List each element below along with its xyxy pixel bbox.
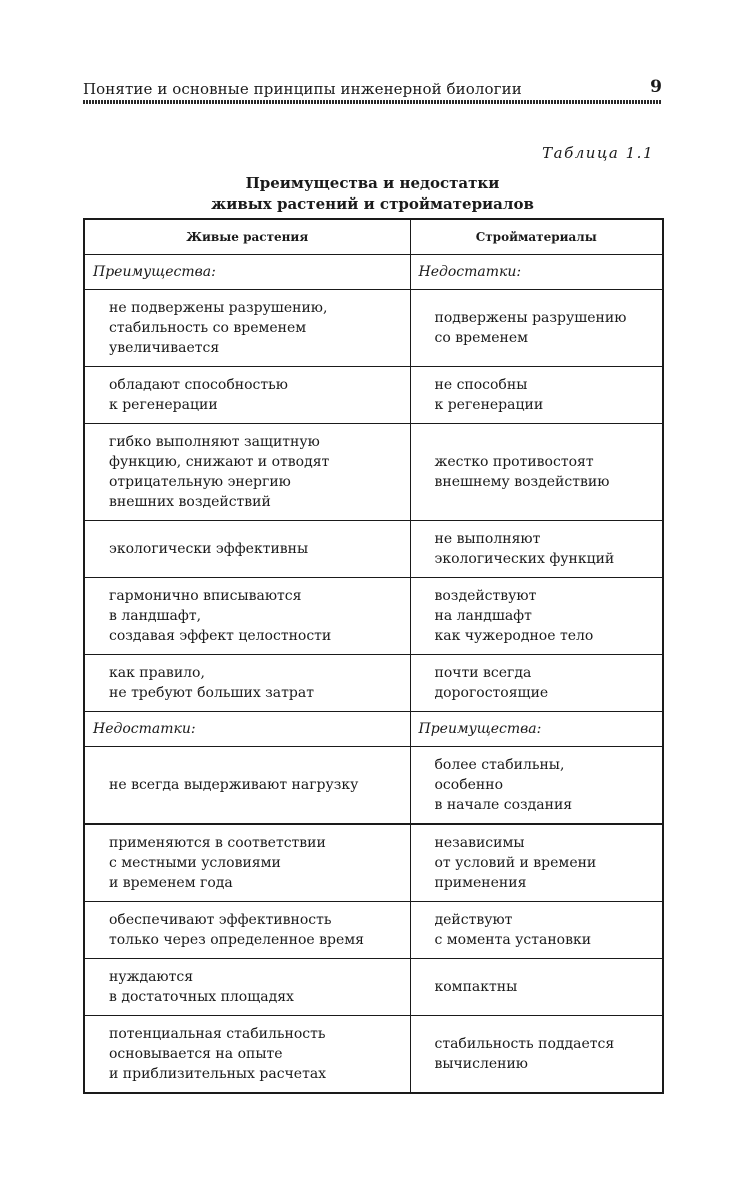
cell-line: не подвержены разрушению, — [109, 300, 328, 316]
cell-line: дорогостоящие — [434, 685, 549, 701]
table-title — [83, 173, 662, 215]
cell-line: жестко противостоят — [434, 454, 594, 470]
cell-line: не всегда выдерживают нагрузку — [109, 777, 359, 793]
running-title: Понятие и основные принципы инженерной биологии — [83, 80, 522, 98]
table-row — [84, 424, 663, 521]
section-heading-materials: Недостатки: — [410, 255, 663, 290]
cell-line: отрицательную энергию — [109, 474, 291, 490]
cell-line: применяются в соответствии — [109, 835, 326, 851]
cell-plants — [84, 578, 410, 655]
cell-materials — [410, 902, 663, 959]
table-row — [84, 824, 663, 902]
cell-line: потенциальная стабильность — [109, 1026, 326, 1042]
cell-line: создавая эффект целостности — [109, 628, 332, 644]
cell-line: подвержены разрушению — [434, 310, 627, 326]
cell-line: в ландшафт, — [109, 608, 202, 624]
section-heading-row — [84, 255, 663, 290]
cell-line: нуждаются — [109, 969, 194, 985]
cell-line: как правило, — [109, 665, 205, 681]
cell-line: функцию, снижают и отводят — [109, 454, 330, 470]
table-row — [84, 578, 663, 655]
section-heading-plants: Недостатки: — [84, 712, 410, 747]
cell-plants — [84, 290, 410, 367]
cell-materials — [410, 578, 663, 655]
cell-materials — [410, 424, 663, 521]
cell-line: воздействуют — [434, 588, 537, 604]
cell-line: в начале создания — [434, 797, 573, 813]
cell-line: экологически эффективны — [109, 541, 309, 557]
table-row — [84, 367, 663, 424]
table-row — [84, 521, 663, 578]
table-row — [84, 747, 663, 825]
cell-line: более стабильны, — [434, 757, 565, 773]
header-rule — [83, 100, 662, 104]
cell-line: не выполняют — [434, 531, 541, 547]
cell-line: от условий и времени — [434, 855, 597, 871]
cell-line: не требуют больших затрат — [109, 685, 314, 701]
cell-line: применения — [434, 875, 527, 891]
cell-line: внешних воздействий — [109, 494, 271, 510]
cell-line: с момента установки — [434, 932, 592, 948]
table-row — [84, 959, 663, 1016]
column-header-plants: Живые растения — [84, 219, 410, 255]
cell-line: стабильность поддается — [434, 1036, 615, 1052]
cell-line: внешнему воздействию — [434, 474, 610, 490]
cell-materials — [410, 521, 663, 578]
section-heading-row — [84, 712, 663, 747]
cell-materials — [410, 747, 663, 825]
cell-line: и временем года — [109, 875, 233, 891]
cell-plants — [84, 424, 410, 521]
cell-materials — [410, 824, 663, 902]
cell-line: на ландшафт — [434, 608, 532, 624]
cell-line: со временем — [434, 330, 529, 346]
cell-line: к регенерации — [434, 397, 544, 413]
table-row — [84, 1016, 663, 1094]
cell-line: почти всегда — [434, 665, 532, 681]
cell-plants — [84, 655, 410, 712]
cell-line: как чужеродное тело — [434, 628, 594, 644]
table-body — [84, 255, 663, 1094]
cell-line: действуют — [434, 912, 513, 928]
cell-plants — [84, 521, 410, 578]
cell-line: не способны — [434, 377, 528, 393]
cell-line: только через определенное время — [109, 932, 364, 948]
table-header-row — [84, 219, 663, 255]
cell-line: вычислению — [434, 1056, 528, 1072]
cell-line: обеспечивают эффективность — [109, 912, 332, 928]
column-header-materials: Стройматериалы — [410, 219, 663, 255]
cell-line: стабильность со временем — [109, 320, 307, 336]
cell-line: экологических функций — [434, 551, 615, 567]
cell-plants — [84, 747, 410, 825]
cell-line: независимы — [434, 835, 525, 851]
cell-line: обладают способностью — [109, 377, 288, 393]
cell-plants — [84, 959, 410, 1016]
table-row — [84, 655, 663, 712]
running-head — [83, 76, 662, 104]
cell-line: основывается на опыте — [109, 1046, 283, 1062]
cell-plants — [84, 824, 410, 902]
table-label: Таблица 1.1 — [542, 144, 654, 162]
cell-line: с местными условиями — [109, 855, 281, 871]
table-title-line: живых растений и стройматериалов — [211, 195, 534, 213]
cell-line: увеличивается — [109, 340, 220, 356]
section-heading-plants: Преимущества: — [84, 255, 410, 290]
section-heading-materials: Преимущества: — [410, 712, 663, 747]
table-title-line: Преимущества и недостатки — [245, 174, 500, 192]
table-row — [84, 290, 663, 367]
cell-materials — [410, 655, 663, 712]
cell-plants — [84, 902, 410, 959]
cell-line: к регенерации — [109, 397, 218, 413]
page-number: 9 — [650, 77, 662, 97]
cell-materials — [410, 1016, 663, 1094]
cell-line: гибко выполняют защитную — [109, 434, 320, 450]
cell-line: гармонично вписываются — [109, 588, 302, 604]
cell-line: в достаточных площадях — [109, 989, 294, 1005]
comparison-table — [83, 218, 664, 1094]
cell-line: особенно — [434, 777, 504, 793]
cell-plants — [84, 1016, 410, 1094]
table-row — [84, 902, 663, 959]
cell-materials — [410, 367, 663, 424]
cell-line: и приблизительных расчетах — [109, 1066, 327, 1082]
cell-line: компактны — [434, 979, 518, 995]
cell-materials — [410, 959, 663, 1016]
cell-materials — [410, 290, 663, 367]
cell-plants — [84, 367, 410, 424]
